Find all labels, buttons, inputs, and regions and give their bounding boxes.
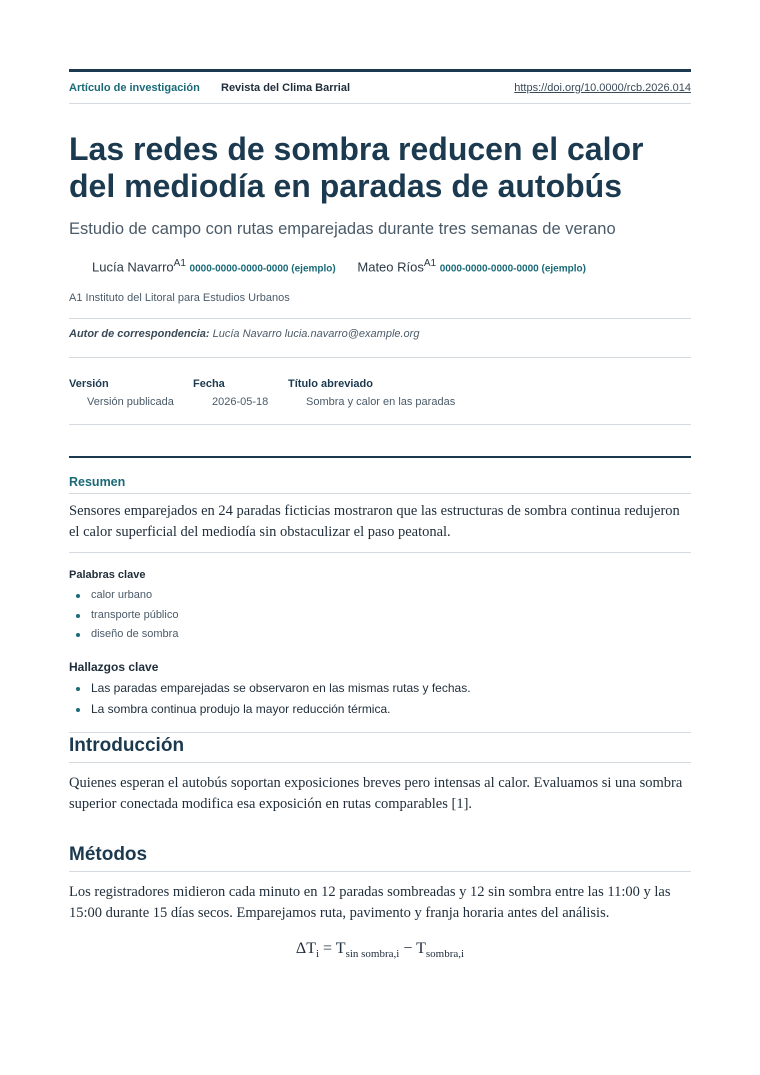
divider <box>69 871 691 872</box>
author-affiliation-mark: A1 <box>173 258 186 269</box>
abstract-heading: Resumen <box>69 475 126 489</box>
article-type: Artículo de investigación <box>69 82 200 94</box>
abstract-text: Sensores emparejados en 24 paradas ficticias mostraron que las estructuras de sombra continua redujeron el calor superficial del mediodía sin obstaculizar el paso peatonal. <box>69 503 680 540</box>
equation <box>0 940 760 960</box>
keywords-list <box>69 589 178 648</box>
divider <box>69 493 691 494</box>
equation-minus: − T <box>399 940 426 957</box>
intro-heading: Introducción <box>69 735 185 756</box>
finding-item: Las paradas emparejadas se observaron en las mismas rutas y fechas. <box>69 682 471 703</box>
findings-list <box>69 682 471 724</box>
affiliation: A1 Instituto del Litoral para Estudios Urbanos <box>69 292 290 304</box>
paper-title: Las redes de sombra reducen el calor del mediodía en paradas de autobús <box>69 131 644 204</box>
correspondence-label: Autor de correspondencia: <box>69 328 210 340</box>
divider <box>69 552 691 553</box>
date-value: 2026-05-18 <box>212 396 269 408</box>
correspondence <box>69 328 419 340</box>
equation-lhs: ΔT <box>295 940 316 957</box>
intro-text: Quienes esperan el autobús soportan exposiciones breves pero intensas al calor. Evaluamos si una sombra superior conectada modifica esa exposición en rutas comparables [1]. <box>69 775 683 812</box>
short-title-header: Título abreviado <box>288 378 373 390</box>
version-header: Versión <box>69 378 109 390</box>
author-affiliation-mark: A1 <box>423 258 437 269</box>
author-orcid[interactable]: 0000-0000-0000-0000 (ejemplo) <box>189 263 336 275</box>
divider <box>69 762 691 763</box>
doi-link[interactable]: https://doi.org/10.0000/rcb.2026.014 <box>514 82 691 94</box>
author-orcid[interactable]: 0000-0000-0000-0000 (ejemplo) <box>439 263 586 275</box>
abstract-rule <box>69 456 691 458</box>
keywords-heading: Palabras clave <box>69 569 146 581</box>
short-title-value: Sombra y calor en las paradas <box>306 396 456 408</box>
equation-lhs-sub: i <box>315 948 320 961</box>
keyword-item: transporte público <box>69 609 178 629</box>
equation-equals: = T <box>319 940 346 957</box>
equation-term1-sub: sin sombra,i <box>345 948 400 961</box>
findings-heading: Hallazgos clave <box>69 660 159 674</box>
author-list <box>92 258 586 274</box>
divider <box>69 424 691 425</box>
top-rule <box>69 69 691 72</box>
author-name: Mateo Ríos <box>357 259 424 275</box>
paper-subtitle: Estudio de campo con rutas emparejadas durante tres semanas de verano <box>69 220 616 238</box>
journal-name: Revista del Clima Barrial <box>221 82 351 94</box>
keyword-item: diseño de sombra <box>69 628 178 648</box>
header-meta <box>69 82 691 96</box>
version-value: Versión publicada <box>87 396 174 408</box>
divider <box>69 318 691 319</box>
keyword-item: calor urbano <box>69 589 178 609</box>
methods-heading: Métodos <box>69 844 148 865</box>
date-header: Fecha <box>193 378 225 390</box>
divider <box>69 357 691 358</box>
equation-term2-sub: sombra,i <box>425 948 465 961</box>
divider <box>69 732 691 733</box>
correspondence-text: Lucía Navarro lucia.navarro@example.org <box>212 328 420 340</box>
finding-item: La sombra continua produjo la mayor reducción térmica. <box>69 703 471 724</box>
methods-text: Los registradores midieron cada minuto en 12 paradas sombreadas y 12 sin sombra entre las 11:00 y las 15:00 durante 15 días secos. Emparejamos ruta, pavimento y franja horaria antes del análisis. <box>69 884 671 921</box>
author-name: Lucía Navarro <box>92 259 174 275</box>
divider <box>69 103 691 104</box>
